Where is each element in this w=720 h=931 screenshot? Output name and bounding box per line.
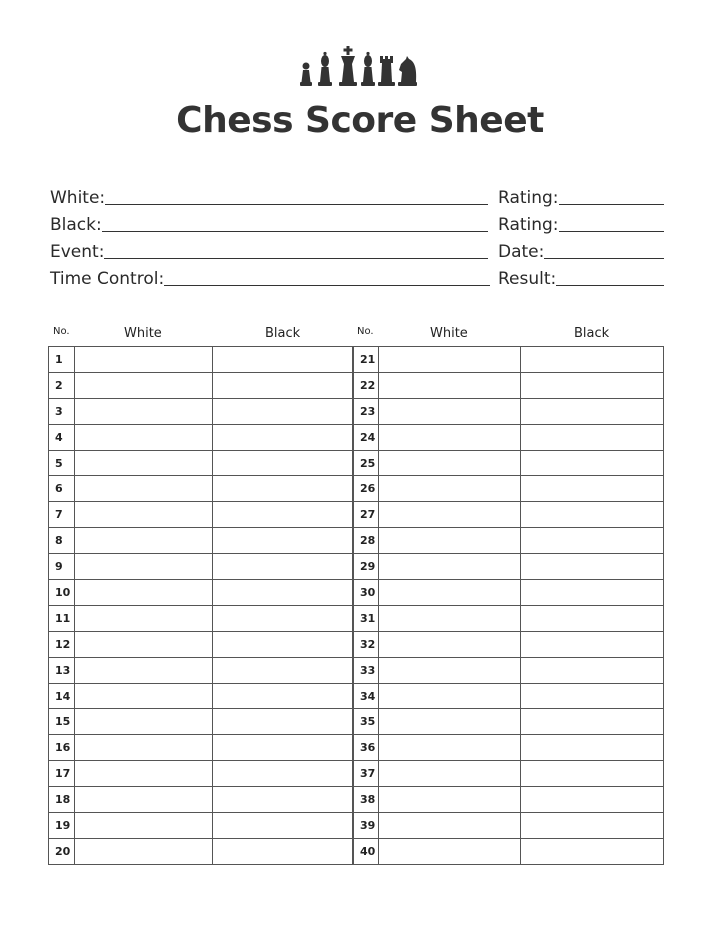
event-label: Event: — [50, 242, 105, 262]
black-move-cell[interactable] — [213, 450, 353, 476]
white-move-cell[interactable] — [74, 683, 213, 709]
move-number: 39 — [354, 813, 379, 839]
black-move-cell[interactable] — [521, 709, 664, 735]
white-move-cell[interactable] — [74, 787, 213, 813]
moves-table-left — [48, 346, 353, 865]
white-move-cell[interactable] — [378, 631, 521, 657]
black-move-cell[interactable] — [213, 372, 353, 398]
black-move-cell[interactable] — [521, 735, 664, 761]
black-move-cell[interactable] — [213, 709, 353, 735]
white-move-cell[interactable] — [74, 347, 213, 373]
black-move-cell[interactable] — [213, 398, 353, 424]
move-number: 33 — [354, 657, 379, 683]
black-move-cell[interactable] — [213, 502, 353, 528]
table-row — [49, 372, 353, 398]
date-label: Date: — [498, 242, 545, 262]
rating-line — [559, 231, 664, 232]
time-control-line — [164, 285, 490, 286]
move-number: 26 — [354, 476, 379, 502]
page-title: Chess Score Sheet — [176, 100, 544, 141]
white-header: White — [124, 326, 162, 341]
table-row — [354, 709, 664, 735]
move-number: 14 — [49, 683, 75, 709]
table-row — [354, 398, 664, 424]
table-row — [49, 657, 353, 683]
white-move-cell[interactable] — [74, 838, 213, 864]
white-move-cell[interactable] — [378, 398, 521, 424]
white-rating-field[interactable] — [498, 186, 664, 208]
black-rating-field[interactable] — [498, 213, 664, 235]
black-move-cell[interactable] — [213, 554, 353, 580]
move-number: 8 — [49, 528, 75, 554]
table-row — [49, 761, 353, 787]
table-row — [49, 709, 353, 735]
table-row — [49, 424, 353, 450]
black-move-cell[interactable] — [213, 424, 353, 450]
table-row — [354, 761, 664, 787]
black-move-cell[interactable] — [213, 631, 353, 657]
white-move-cell[interactable] — [378, 709, 521, 735]
black-move-cell[interactable] — [213, 813, 353, 839]
table-row — [354, 735, 664, 761]
move-number: 17 — [49, 761, 75, 787]
table-row — [49, 683, 353, 709]
table-row — [354, 838, 664, 864]
move-number: 19 — [49, 813, 75, 839]
move-number: 9 — [49, 554, 75, 580]
move-number: 27 — [354, 502, 379, 528]
table-row — [49, 735, 353, 761]
white-move-cell[interactable] — [378, 657, 521, 683]
white-move-cell[interactable] — [74, 761, 213, 787]
table-row — [49, 476, 353, 502]
black-move-cell[interactable] — [521, 528, 664, 554]
black-move-cell[interactable] — [521, 347, 664, 373]
white-move-cell[interactable] — [378, 424, 521, 450]
white-move-cell[interactable] — [74, 528, 213, 554]
table-row — [354, 372, 664, 398]
white-move-cell[interactable] — [74, 476, 213, 502]
move-number: 34 — [354, 683, 379, 709]
black-move-cell[interactable] — [521, 787, 664, 813]
bishop-icon-2 — [361, 52, 375, 86]
table-row — [49, 502, 353, 528]
white-move-cell[interactable] — [74, 398, 213, 424]
date-line — [544, 258, 664, 259]
bishop-icon — [318, 52, 332, 86]
table-row — [49, 347, 353, 373]
table-row — [354, 424, 664, 450]
black-move-cell[interactable] — [521, 580, 664, 606]
white-move-cell[interactable] — [378, 450, 521, 476]
white-move-cell[interactable] — [378, 605, 521, 631]
move-number: 13 — [49, 657, 75, 683]
white-move-cell[interactable] — [74, 372, 213, 398]
no-header: No. — [53, 326, 70, 337]
black-move-cell[interactable] — [521, 761, 664, 787]
move-number: 2 — [49, 372, 75, 398]
black-move-cell[interactable] — [521, 683, 664, 709]
table-row — [354, 657, 664, 683]
move-number: 18 — [49, 787, 75, 813]
white-move-cell[interactable] — [378, 580, 521, 606]
black-move-cell[interactable] — [213, 528, 353, 554]
table-row — [49, 838, 353, 864]
white-move-cell[interactable] — [74, 631, 213, 657]
black-line — [102, 231, 488, 232]
black-move-cell[interactable] — [521, 502, 664, 528]
table-row — [354, 347, 664, 373]
white-move-cell[interactable] — [74, 735, 213, 761]
table-row — [49, 631, 353, 657]
table-row — [354, 554, 664, 580]
black-move-cell[interactable] — [213, 683, 353, 709]
knight-icon — [398, 56, 417, 86]
white-move-cell[interactable] — [378, 787, 521, 813]
rating-label: Rating: — [498, 188, 559, 208]
white-move-cell[interactable] — [378, 347, 521, 373]
black-move-cell[interactable] — [521, 605, 664, 631]
black-player-field[interactable] — [50, 213, 488, 235]
pawn-icon — [300, 63, 312, 87]
table-row — [354, 528, 664, 554]
table-row — [354, 605, 664, 631]
move-number: 36 — [354, 735, 379, 761]
table-row — [49, 398, 353, 424]
move-number: 23 — [354, 398, 379, 424]
move-number: 37 — [354, 761, 379, 787]
black-header: Black — [574, 326, 610, 341]
move-number: 6 — [49, 476, 75, 502]
event-line — [104, 258, 488, 259]
move-number: 3 — [49, 398, 75, 424]
move-number: 22 — [354, 372, 379, 398]
table-row — [49, 450, 353, 476]
move-number: 11 — [49, 605, 75, 631]
move-number: 35 — [354, 709, 379, 735]
black-move-cell[interactable] — [521, 554, 664, 580]
black-move-cell[interactable] — [213, 476, 353, 502]
table-row — [49, 787, 353, 813]
move-number: 12 — [49, 631, 75, 657]
black-move-cell[interactable] — [213, 838, 353, 864]
event-field[interactable] — [50, 240, 488, 262]
black-move-cell[interactable] — [521, 631, 664, 657]
table-row — [49, 605, 353, 631]
black-move-cell[interactable] — [213, 787, 353, 813]
black-move-cell[interactable] — [213, 657, 353, 683]
black-move-cell[interactable] — [213, 580, 353, 606]
black-move-cell[interactable] — [213, 347, 353, 373]
white-move-cell[interactable] — [74, 605, 213, 631]
move-number: 15 — [49, 709, 75, 735]
move-number: 32 — [354, 631, 379, 657]
white-line — [105, 204, 488, 205]
move-number: 24 — [354, 424, 379, 450]
white-move-cell[interactable] — [378, 528, 521, 554]
move-number: 30 — [354, 580, 379, 606]
white-move-cell[interactable] — [74, 580, 213, 606]
result-label: Result: — [498, 269, 557, 289]
table-row — [354, 450, 664, 476]
white-move-cell[interactable] — [378, 735, 521, 761]
move-number: 10 — [49, 580, 75, 606]
king-icon — [339, 46, 357, 86]
white-move-cell[interactable] — [378, 813, 521, 839]
move-number: 4 — [49, 424, 75, 450]
white-move-cell[interactable] — [378, 761, 521, 787]
white-move-cell[interactable] — [74, 709, 213, 735]
move-number: 40 — [354, 838, 379, 864]
table-row — [354, 631, 664, 657]
table-row — [49, 580, 353, 606]
rook-icon — [378, 56, 395, 86]
white-move-cell[interactable] — [74, 657, 213, 683]
black-move-cell[interactable] — [521, 657, 664, 683]
black-move-cell[interactable] — [521, 450, 664, 476]
black-move-cell[interactable] — [521, 476, 664, 502]
black-move-cell[interactable] — [213, 605, 353, 631]
date-field[interactable] — [498, 240, 664, 262]
moves-table-right — [353, 346, 664, 865]
no-header: No. — [357, 326, 374, 337]
white-label: White: — [50, 188, 106, 208]
white-player-field[interactable] — [50, 186, 488, 208]
result-field[interactable] — [498, 267, 664, 289]
move-number: 7 — [49, 502, 75, 528]
black-header: Black — [265, 326, 301, 341]
rating-label: Rating: — [498, 215, 559, 235]
black-move-cell[interactable] — [213, 735, 353, 761]
black-move-cell[interactable] — [213, 761, 353, 787]
white-move-cell[interactable] — [378, 476, 521, 502]
time-control-field[interactable] — [50, 267, 490, 289]
table-row — [49, 813, 353, 839]
table-row — [49, 528, 353, 554]
white-move-cell[interactable] — [378, 554, 521, 580]
black-move-cell[interactable] — [521, 424, 664, 450]
move-number: 5 — [49, 450, 75, 476]
move-number: 28 — [354, 528, 379, 554]
move-number: 20 — [49, 838, 75, 864]
move-number: 1 — [49, 347, 75, 373]
black-move-cell[interactable] — [521, 372, 664, 398]
table-row — [49, 554, 353, 580]
white-move-cell[interactable] — [74, 424, 213, 450]
white-move-cell[interactable] — [74, 450, 213, 476]
chess-pieces-logo — [298, 44, 422, 94]
move-number: 16 — [49, 735, 75, 761]
table-row — [354, 787, 664, 813]
table-row — [354, 580, 664, 606]
white-move-cell[interactable] — [74, 554, 213, 580]
move-number: 38 — [354, 787, 379, 813]
move-number: 25 — [354, 450, 379, 476]
white-move-cell[interactable] — [378, 502, 521, 528]
white-move-cell[interactable] — [378, 372, 521, 398]
black-move-cell[interactable] — [521, 813, 664, 839]
white-move-cell[interactable] — [378, 838, 521, 864]
table-row — [354, 476, 664, 502]
black-move-cell[interactable] — [521, 838, 664, 864]
move-number: 29 — [354, 554, 379, 580]
time-control-label: Time Control: — [50, 269, 165, 289]
move-number: 21 — [354, 347, 379, 373]
black-move-cell[interactable] — [521, 398, 664, 424]
white-move-cell[interactable] — [74, 813, 213, 839]
table-row — [354, 683, 664, 709]
rating-line — [559, 204, 664, 205]
table-row — [354, 813, 664, 839]
white-header: White — [430, 326, 468, 341]
table-row — [354, 502, 664, 528]
white-move-cell[interactable] — [74, 502, 213, 528]
white-move-cell[interactable] — [378, 683, 521, 709]
move-number: 31 — [354, 605, 379, 631]
result-line — [556, 285, 664, 286]
black-label: Black: — [50, 215, 102, 235]
